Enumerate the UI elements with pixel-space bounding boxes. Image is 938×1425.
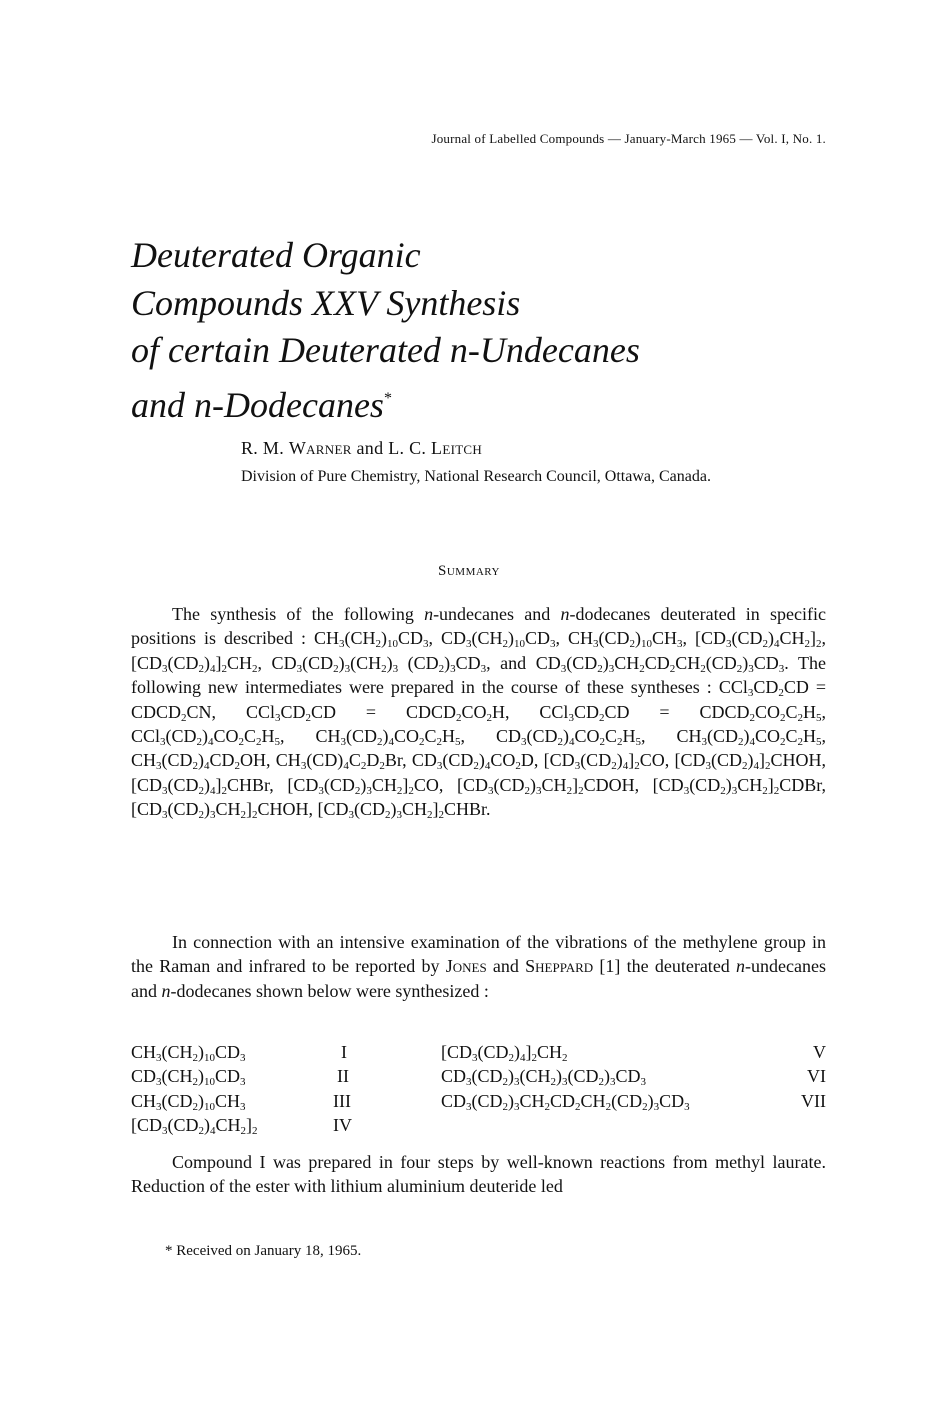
compound-row [131, 1089, 826, 1113]
authors-and: and [356, 438, 384, 458]
summary-heading: Summary [438, 563, 500, 579]
compound-row [131, 1040, 826, 1064]
summary-formulas-2: $CCl_3CD_2CD$ = $CDCD_2CN$, $CCl_3CD_2CD$ = $CDCD_2CO_2H$, $CCl_3CD_2CD$ = $CDCD_2CO_2C_2H_5$, $CCl_3(CD_2)_4CO_2C_2H_5$, $CH_3(CD_2)_4CO_2C_2H_5$, $CD_3(CD_2)_4CO_2C_2H_5$, $CH_3(CD_2)_4CO_2C_2H_5$, $CH_3(CD_2)_4CD_2OH$, $CH_3(CD)_4C_2D_2Br$, $CD_3(CD_2)_4CO_2D$, $[CD_3(CD_2)_4]_2CO$, $[CD_3(CD_2)_4]_2CHOH$, $[CD_3(CD_2)_4]_2CHBr$, $[CD_3(CD_2)_3CH_2]_2CO$, $[CD_3(CD_2)_3CH_2]_2CDOH$, $[CD_3(CD_2)_3CH_2]_2CDBr$, $[CD_3(CD_2)_3CH_2]_2CHOH$, $[CD_3(CD_2)_3CH_2]_2CHBr$. [131, 677, 826, 822]
compound-formula: $CH_3(CD_2)_{10}CH_3$ [131, 1090, 246, 1113]
summary-italic-n: n [424, 604, 434, 624]
compound-row [131, 1064, 826, 1088]
author-2-surname: Leitch [431, 438, 483, 458]
summary-text: -undecanes and [433, 604, 561, 624]
compound-formula: $[CD_3(CD_2)_4]_2CH_2$ [441, 1042, 568, 1064]
compound-number: III [333, 1090, 351, 1111]
title-line-3: of certain Deuterated n-Undecanes [131, 330, 640, 370]
compound-number: II [337, 1066, 349, 1087]
journal-header: Journal of Labelled Compounds — January-March 1965 — Vol. I, No. 1. [431, 131, 826, 146]
compound-formula: $CD_3(CH_2)_{10}CD_3$ [131, 1066, 246, 1089]
compound-formula: $[CD_3(CD_2)_4CH_2]_2$ [131, 1114, 258, 1137]
intro-text: and [486, 956, 526, 977]
summary-italic-n: n [560, 604, 570, 624]
compound-formula: $CH_3(CH_2)_{10}CD_3$ [131, 1042, 246, 1064]
title-line-1: Deuterated Organic [131, 235, 421, 275]
summary-paragraph [131, 602, 826, 822]
author-2-initials: L. C. [388, 438, 427, 458]
compound-number: V [813, 1042, 826, 1062]
intro-text: In connection with an intensive examination of the vibrations of the methylene group in the Raman and infrared to be reported by [131, 932, 826, 977]
intro-text: -undecanes and [131, 956, 826, 1001]
affiliation: Division of Pure Chemistry, National Research Council, Ottawa, Canada. [241, 468, 711, 485]
intro-text: [1] the deuterated [593, 956, 737, 977]
compound-number: I [341, 1042, 347, 1062]
title-line-2: Compounds XXV Synthesis [131, 282, 521, 323]
title-footnote-mark: * [383, 389, 392, 407]
summary-text: The synthesis of the following [172, 604, 425, 624]
compound-number: VII [801, 1090, 826, 1111]
title-line-4: and n-Dodecanes [131, 384, 384, 425]
intro-italic-n: n [161, 980, 171, 1001]
cited-author-sheppard: Sheppard [525, 956, 594, 977]
compound-row [131, 1113, 826, 1137]
summary-text: -dodecanes deuterated in specific positions is described : [131, 604, 826, 649]
author-1-surname: Warner [288, 438, 352, 458]
authors [241, 438, 482, 459]
author-1-initials: R. M. [241, 438, 285, 458]
cited-author-jones: Jones [445, 956, 487, 977]
intro-text: -dodecanes shown below were synthesized : [170, 980, 489, 1001]
compound-number: VI [807, 1066, 826, 1087]
compound-number: IV [333, 1114, 352, 1135]
article-title [131, 232, 831, 429]
intro-italic-n: n [736, 956, 746, 977]
summary-formulas-1: $CH_3(CH_2)_{10}CD_3$, $CD_3(CH_2)_{10}CD_3$, $CH_3(CD_2)_{10}CH_3$, $[CD_3(CD_2)_4CH_2]_2$, $[CD_3(CD_2)_4]_2CH_2$, $CD_3(CD_2)_3(CH_2)_3$ $(CD_2)_3CD_3$, and $CD_3(CD_2)_3CH_2CD_2CH_2(CD_2)_3CD_3$. [131, 628, 826, 675]
compound-formula: $CD_3(CD_2)_3(CH_2)_3(CD_2)_3CD_3$ [441, 1066, 647, 1089]
intro-paragraph [131, 930, 826, 1003]
compound-formula: $CD_3(CD_2)_3CH_2CD_2CH_2(CD_2)_3CD_3$ [441, 1090, 690, 1113]
footnote: * Received on January 18, 1965. [165, 1243, 362, 1259]
summary-text: The following new intermediates were prepared in the course of these syntheses : [131, 652, 826, 698]
compound-list [131, 1040, 826, 1137]
body-paragraph: Compound I was prepared in four steps by well-known reactions from methyl laurate. Reduction of the ester with lithium aluminium deuteride led [131, 1152, 826, 1197]
